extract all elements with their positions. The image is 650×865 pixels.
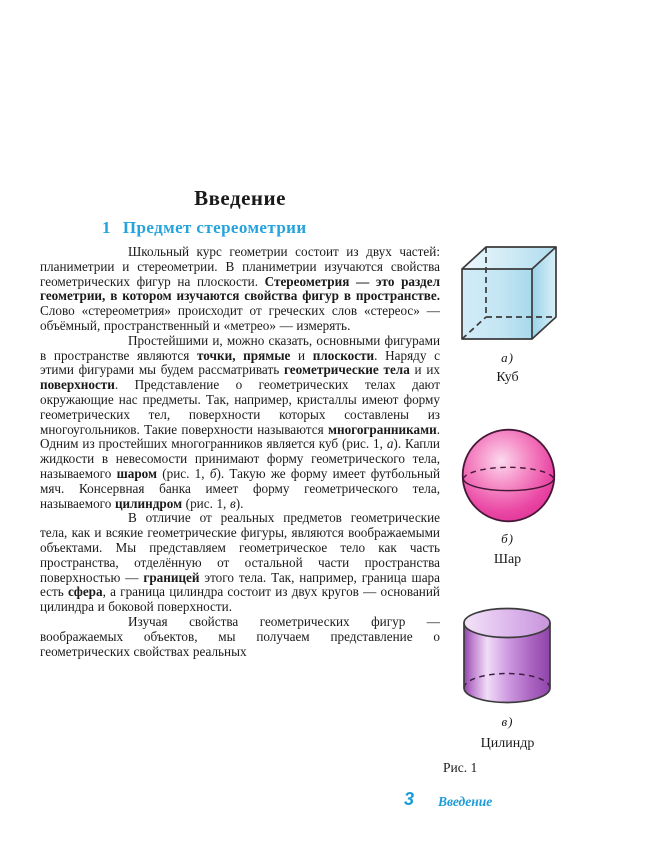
figure-label-b: б) [501,531,514,546]
section-title: Предмет стереометрии [122,218,307,237]
page-number: 3 [404,789,415,809]
figure-label-a: а) [501,350,514,365]
paragraph: Простейшими и, можно сказать, основными фигурами в пространстве являются точки, прямые и плоскости. Наряду с этими фигурами мы будем рассматривать геометрические тела и их поверхности. Представление о геометрических телах дают окружающие нас предметы. Так, например, кристаллы имеют форму геометрических тел, поверхности которых составлены из многоугольников. Такие поверхности называются многогранниками. Одним из простейших многогранников является куб (рис. 1, а). Капли жидкости в невесомости принимают форму геометрического тела, называемого шаром (рис. 1, б). Такую же форму имеет футбольный мяч. Консервная банка имеет форму геометрического тела, называемого цилиндром (рис. 1, в). [40,332,440,511]
figure-caption-cylinder: Цилиндр [480,736,535,751]
paragraph: Школьный курс геометрии состоит из двух частей: планиметрии и стереометрии. В планиметрии изучаются свойства геометрических фигур на плоскости. Стереометрия — это раздел геометрии, в котором изучаются свойства фигур в пространстве. Слово «стереометрия» происходит от греческих слов «стереос» — объёмный, пространственный и «метрео» — измерять. [40,245,440,333]
figure-caption-sphere: Шар [493,552,522,567]
page-title: Введение [194,186,286,210]
footer-section-name: Введение [438,794,493,809]
section-number: 1 [102,218,111,237]
figure-label-c: в) [501,714,514,729]
paragraph: В отличие от реальных предметов геометрические тела, как и всякие геометрические фигуры, являются воображаемыми объектами. Мы представляем геометрическое тело как часть пространства, отделённую от остальной части пространства поверхностью — границей этого тела. Так, например, граница шара есть сфера, а граница цилиндра состоит из двух кругов — оснований цилиндра и боковой поверхности. [40,510,440,615]
figure-caption-cube: Куб [496,370,519,385]
paragraph: Изучая свойства геометрических фигур — воображаемых объектов, мы получаем представление о геометрических свойствах реальных [40,613,440,659]
figure-number: Рис. 1 [443,760,478,775]
